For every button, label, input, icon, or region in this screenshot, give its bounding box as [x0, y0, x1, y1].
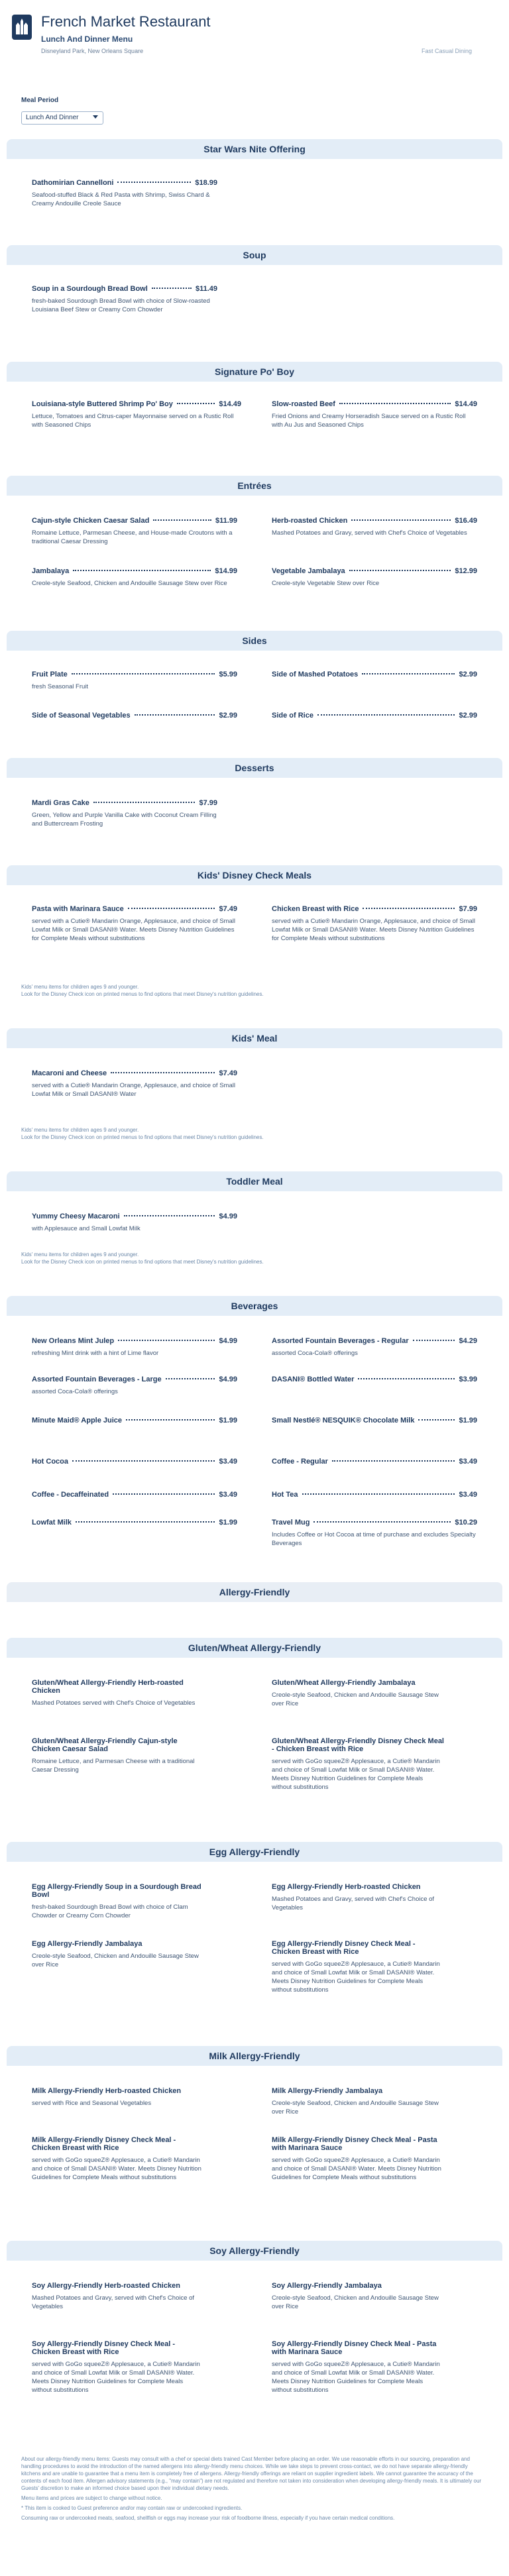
menu-item: Gluten/Wheat Allergy-Friendly Jambalaya Creole-style Seafood, Chicken and Andouille Sausage Stew over Rice: [272, 1679, 439, 1707]
menu-item: Dathomirian Cannelloni $18.99 Seafood-stuffed Black & Red Pasta with Shrimp, Swiss Chard & Creamy Andouille Creole Sauce: [32, 179, 217, 207]
menu-item: Milk Allergy-Friendly Disney Check Meal - Pasta with Marinara Sauce served with GoGo squeeZ® Applesauce, a Cutie® Mandarin and choice of Small DASANI® Water. Meets Disney Nutrition Guidelines for Complete Meals without substitutions: [272, 2136, 441, 2181]
menu-item: Pasta with Marinara Sauce $7.49 served with a Cutie® Mandarin Orange, Applesauce, and choice of Small Lowfat Milk or Small DASANI® Water. Meets Disney Nutrition Guidelines for Complete Meals without substitutions: [32, 905, 237, 942]
menu-item: Soy Allergy-Friendly Jambalaya Creole-style Seafood, Chicken and Andouille Sausage Stew over Rice: [272, 2282, 439, 2310]
section-header-soy: Soy Allergy-Friendly: [7, 2241, 502, 2261]
menu-item: DASANI® Bottled Water $3.99: [272, 1375, 477, 1383]
menu-item: Chicken Breast with Rice $7.99 served with a Cutie® Mandarin Orange, Applesauce, and choice of Small Lowfat Milk or Small DASANI® Water. Meets Disney Nutrition Guidelines for Complete Meals without substitutions: [272, 905, 477, 942]
section-header-toddler: Toddler Meal: [7, 1171, 502, 1191]
menu-item: Side of Rice $2.99: [272, 712, 477, 720]
menu-item: Egg Allergy-Friendly Disney Check Meal - Chicken Breast with Rice served with GoGo squeeZ® Applesauce, a Cutie® Mandarin and choice of Small Lowfat Milk or Small DASANI® Water. Meets Disney Nutrition Guidelines for Complete Meals without substitutions: [272, 1940, 440, 1994]
menu-item: Milk Allergy-Friendly Disney Check Meal - Chicken Breast with Rice served with GoGo squeeZ® Applesauce, a Cutie® Mandarin and choice of Small DASANI® Water. Meets Disney Nutrition Guidelines for Complete Meals without substitutions: [32, 2136, 201, 2181]
section-header-beverages: Beverages: [7, 1296, 502, 1316]
kids-age-note: Kids' menu items for children ages 9 and younger.: [21, 1127, 139, 1133]
dining-category: Fast Casual Dining: [421, 48, 472, 54]
menu-item: Hot Tea $3.49: [272, 1491, 477, 1499]
menu-item: Soup in a Sourdough Bread Bowl $11.49 fresh-baked Sourdough Bread Bowl with choice of Slow-roasted Louisiana Beef Stew or Creamy Corn Chowder: [32, 285, 217, 313]
menu-item: New Orleans Mint Julep $4.99 refreshing Mint drink with a hint of Lime flavor: [32, 1337, 237, 1357]
menu-item: Soy Allergy-Friendly Herb-roasted Chicken Mashed Potatoes and Gravy, served with Chef's Choice of Vegetables: [32, 2282, 195, 2310]
menu-item: Side of Mashed Potatoes $2.99: [272, 671, 477, 678]
menu-item: Lowfat Milk $1.99: [32, 1519, 237, 1527]
menu-item: Travel Mug $10.29 Includes Coffee or Hot Cocoa at time of purchase and excludes Specialty Beverages: [272, 1519, 477, 1547]
meal-period-value: Lunch And Dinner: [26, 114, 79, 121]
section-header-allergy-friendly: Allergy-Friendly: [7, 1582, 502, 1602]
menu-item: Gluten/Wheat Allergy-Friendly Cajun-style Chicken Caesar Salad Romaine Lettuce, and Parmesan Cheese with a traditional Caesar Dressing: [32, 1737, 195, 1774]
kids-age-note: Kids' menu items for children ages 9 and younger.: [21, 1252, 139, 1258]
location-link[interactable]: Disneyland Park, New Orleans Square: [41, 48, 144, 54]
section-header-kids-disney-check: Kids' Disney Check Meals: [7, 865, 502, 885]
section-header-desserts: Desserts: [7, 758, 502, 778]
section-header-entrees: Entrées: [7, 476, 502, 496]
section-header-kids-meal: Kids' Meal: [7, 1028, 502, 1048]
section-header-po-boy: Signature Po' Boy: [7, 362, 502, 382]
menu-item: Milk Allergy-Friendly Jambalaya Creole-style Seafood, Chicken and Andouille Sausage Stew over Rice: [272, 2087, 439, 2116]
menu-item: Herb-roasted Chicken $16.49 Mashed Potatoes and Gravy, served with Chef's Choice of Vegetables: [272, 517, 477, 537]
menu-item: Vegetable Jambalaya $12.99 Creole-style Vegetable Stew over Rice: [272, 567, 477, 587]
page-header: [0, 0, 509, 57]
menu-item: Gluten/Wheat Allergy-Friendly Herb-roasted Chicken Mashed Potatoes served with Chef's Choice of Vegetables: [32, 1679, 196, 1707]
menu-item: Yummy Cheesy Macaroni $4.99 with Applesauce and Small Lowfat Milk: [32, 1212, 237, 1232]
disney-check-note: Look for the Disney Check icon on printed menus to find options that meet Disney's nutrition guidelines.: [21, 1134, 264, 1140]
menu-item: Jambalaya $14.99 Creole-style Seafood, Chicken and Andouille Sausage Stew over Rice: [32, 567, 237, 587]
menu-item: Coffee - Regular $3.49: [272, 1458, 477, 1466]
menu-item: Minute Maid® Apple Juice $1.99: [32, 1417, 237, 1424]
menu-item: Macaroni and Cheese $7.49 served with a Cutie® Mandarin Orange, Applesauce, and choice of Small Lowfat Milk or Small DASANI® Water: [32, 1069, 237, 1098]
disney-check-note: Look for the Disney Check icon on printed menus to find options that meet Disney's nutrition guidelines.: [21, 991, 264, 997]
menu-item: Gluten/Wheat Allergy-Friendly Disney Check Meal - Chicken Breast with Rice served with GoGo squeeZ® Applesauce, a Cutie® Mandarin and choice of Small Lowfat Milk or Small DASANI® Water. Meets Disney Nutrition Guidelines for Complete Meals without substitutions: [272, 1737, 444, 1791]
section-header-soup: Soup: [7, 245, 502, 265]
menu-item: Mardi Gras Cake $7.99 Green, Yellow and Purple Vanilla Cake with Coconut Cream Filling and Buttercream Frosting: [32, 799, 217, 828]
section-header-gluten: Gluten/Wheat Allergy-Friendly: [7, 1638, 502, 1658]
meal-period-select[interactable]: [21, 111, 103, 125]
menu-item: Hot Cocoa $3.49: [32, 1458, 237, 1466]
menu-item: Assorted Fountain Beverages - Regular $4.29 assorted Coca-Cola® offerings: [272, 1337, 477, 1357]
menu-item: Side of Seasonal Vegetables $2.99: [32, 712, 237, 720]
menu-item: Soy Allergy-Friendly Disney Check Meal - Pasta with Marinara Sauce served with GoGo squeeZ® Applesauce, a Cutie® Mandarin and choice of Small Lowfat Milk or Small DASANI® Water. Meets Disney Nutrition Guidelines for Complete Meals without substitutions: [272, 2340, 440, 2394]
menu-item: Soy Allergy-Friendly Disney Check Meal - Chicken Breast with Rice served with GoGo squeeZ® Applesauce, a Cutie® Mandarin and choice of Small Lowfat Milk or Small DASANI® Water. Meets Disney Nutrition Guidelines for Complete Meals without substitutions: [32, 2340, 200, 2394]
menu-item: Cajun-style Chicken Caesar Salad $11.99 Romaine Lettuce, Parmesan Cheese, and House-made Croutons with a traditional Caesar Dressing: [32, 517, 237, 545]
menu-item: Assorted Fountain Beverages - Large $4.99 assorted Coca-Cola® offerings: [32, 1375, 237, 1395]
menu-item: Egg Allergy-Friendly Soup in a Sourdough Bread Bowl fresh-baked Sourdough Bread Bowl with choice of Clam Chowder or Creamy Corn Chowder: [32, 1883, 201, 1919]
section-header-sides: Sides: [7, 631, 502, 651]
menu-item: Milk Allergy-Friendly Herb-roasted Chicken served with Rice and Seasonal Vegetables: [32, 2087, 182, 2107]
meal-period-label: Meal Period: [21, 97, 59, 104]
section-header-milk: Milk Allergy-Friendly: [7, 2046, 502, 2066]
castle-logo-icon: [12, 15, 32, 40]
menu-item: Louisiana-style Buttered Shrimp Po' Boy $14.49 Lettuce, Tomatoes and Citrus-caper Mayonnaise served on a Rustic Roll with Seasoned Chips: [32, 400, 241, 429]
disney-check-note: Look for the Disney Check icon on printed menus to find options that meet Disney's nutrition guidelines.: [21, 1259, 264, 1265]
chevron-down-icon: [93, 115, 98, 119]
menu-item: Slow-roasted Beef $14.49 Fried Onions and Creamy Horseradish Sauce served on a Rustic Roll with Au Jus and Seasoned Chips: [272, 400, 477, 429]
page-title: French Market Restaurant: [41, 13, 211, 30]
kids-age-note: Kids' menu items for children ages 9 and younger.: [21, 984, 139, 990]
section-header-star-wars: Star Wars Nite Offering: [7, 139, 502, 159]
allergy-disclaimer: About our allergy-friendly menu items: Guests may consult with a chef or special diets trained Cast Member before placing an order. We use reasonable efforts in our sourcing, preparation and handling procedures to avoid the introduction of the named allergens into allergy-friendly menu choices. While we take steps to prevent cross-contact, we do not have separate allergy-friendly kitchens and are unable to guarantee that a menu item is completely free of allergens. Allergy-friendly offerings are reliant on supplier ingredient labels. We cannot guarantee the accuracy of the contents of each food item. Allergen advisory statements (e.g., "may contain") are not regulated and therefore not taken into consideration when developing allergy-friendly meals. It is ultimately our Guests' discretion to make an informed choice based upon their individual dietary needs. Menu items and prices are subject to change without notice. * This item is cooked to Guest preference and/or may contain raw or undercooked ingredients. Consuming raw or undercooked meats, seafood, shellfish or eggs may increase your risk of foodborne illness, especially if you have certain medical conditions.: [21, 2456, 482, 2521]
menu-item: Coffee - Decaffeinated $3.49: [32, 1491, 237, 1499]
menu-item: Egg Allergy-Friendly Herb-roasted Chicken Mashed Potatoes and Gravy, served with Chef's Choice of Vegetables: [272, 1883, 435, 1911]
menu-item: Egg Allergy-Friendly Jambalaya Creole-style Seafood, Chicken and Andouille Sausage Stew over Rice: [32, 1940, 199, 1968]
menu-subtitle: Lunch And Dinner Menu: [41, 34, 133, 44]
menu-item: Small Nestlé® NESQUIK® Chocolate Milk $1.99: [272, 1417, 477, 1424]
menu-item: Fruit Plate $5.99 fresh Seasonal Fruit: [32, 671, 237, 690]
section-header-egg: Egg Allergy-Friendly: [7, 1842, 502, 1862]
